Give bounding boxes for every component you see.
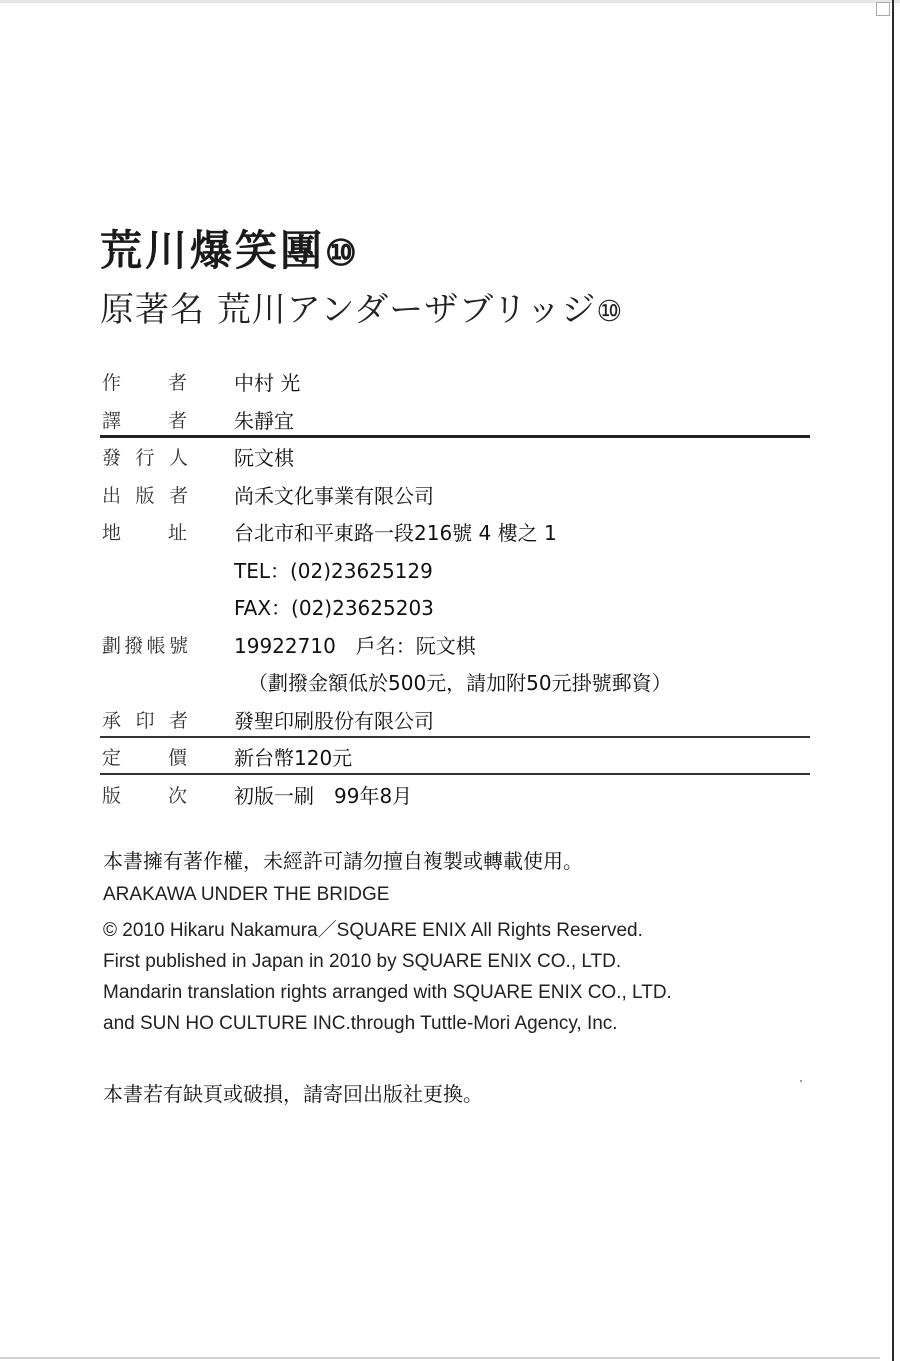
copyright-block	[103, 845, 672, 1035]
credit-label: 承 印 者	[102, 709, 188, 732]
credit-label: 作 者	[102, 372, 187, 394]
credit-row-printer	[100, 700, 810, 738]
copyright-line: First published in Japan in 2010 by SQUARE ENIX CO., LTD.	[103, 951, 622, 972]
tel-value: TEL：(02)23625129	[234, 558, 433, 583]
credit-value: 朱靜宜	[234, 408, 294, 433]
replacement-notice: 本書若有缺頁或破損，請寄回出版社更換。	[103, 1082, 483, 1106]
credit-value: 中村 光	[234, 371, 301, 395]
copyright-line: © 2010 Hikaru Nakamura／SQUARE ENIX All Rights Reserved.	[103, 920, 643, 941]
credit-label: 定 價	[102, 747, 187, 769]
credit-label: 版 次	[102, 784, 187, 807]
scan-speck	[800, 1080, 802, 1082]
page-edge-bottom	[0, 1357, 880, 1359]
original-title	[100, 282, 623, 331]
credit-value: 發聖印刷股份有限公司	[234, 708, 434, 733]
credit-value: 19922710 戶名：阮文棋	[234, 633, 476, 658]
copyright-line: ARAKAWA UNDER THE BRIDGE	[103, 884, 390, 905]
credits-table	[100, 362, 810, 812]
copyright-line: Mandarin translation rights arranged with SQUARE ENIX CO., LTD.	[103, 982, 672, 1003]
credit-row-publisher-person	[100, 437, 810, 475]
credit-row-translator	[100, 400, 810, 438]
credit-row-account	[100, 625, 810, 663]
credit-label: 發 行 人	[102, 447, 188, 469]
original-title-name: 荒川アンダーザブリッジ	[216, 290, 597, 330]
fax-value: FAX：(02)23625203	[234, 596, 434, 620]
credit-label: 地 址	[102, 522, 187, 544]
credit-value: 台北市和平東路一段216號 4 樓之 1	[234, 521, 557, 545]
credit-row-author	[100, 362, 810, 400]
credit-value: 阮文棋	[234, 446, 294, 470]
credit-row-publisher	[100, 475, 810, 513]
account-note: （劃撥金額低於500元，請加附50元掛號郵資）	[248, 671, 672, 695]
scan-corner-mark	[876, 2, 890, 16]
credit-row-address	[100, 512, 810, 550]
credit-row-tel	[100, 550, 810, 588]
title-volume: ⑩	[325, 232, 361, 274]
title-main: 荒川爆笑團	[100, 226, 326, 275]
credit-label: 譯 者	[102, 409, 187, 432]
credit-value: 初版一刷 99年8月	[234, 783, 413, 808]
credit-row-fax	[100, 587, 810, 625]
credit-row-edition	[100, 775, 810, 813]
copyright-notice-cn: 本書擁有著作權，未經許可請勿擅自複製或轉載使用。	[103, 849, 583, 873]
book-title	[100, 218, 360, 278]
page-edge-right	[892, 0, 894, 1361]
credit-row-account-note	[100, 662, 810, 700]
original-title-volume: ⑩	[596, 294, 624, 328]
credit-label: 劃 撥 帳 號	[102, 634, 188, 657]
page-edge-top	[0, 0, 900, 3]
credit-value: 新台幣120元	[234, 746, 353, 770]
credit-row-price	[100, 737, 810, 775]
credit-label: 出 版 者	[102, 484, 188, 507]
original-title-prefix: 原著名	[100, 290, 205, 330]
credit-value: 尚禾文化事業有限公司	[234, 483, 434, 508]
copyright-line: and SUN HO CULTURE INC.through Tuttle-Mori Agency, Inc.	[103, 1013, 618, 1034]
